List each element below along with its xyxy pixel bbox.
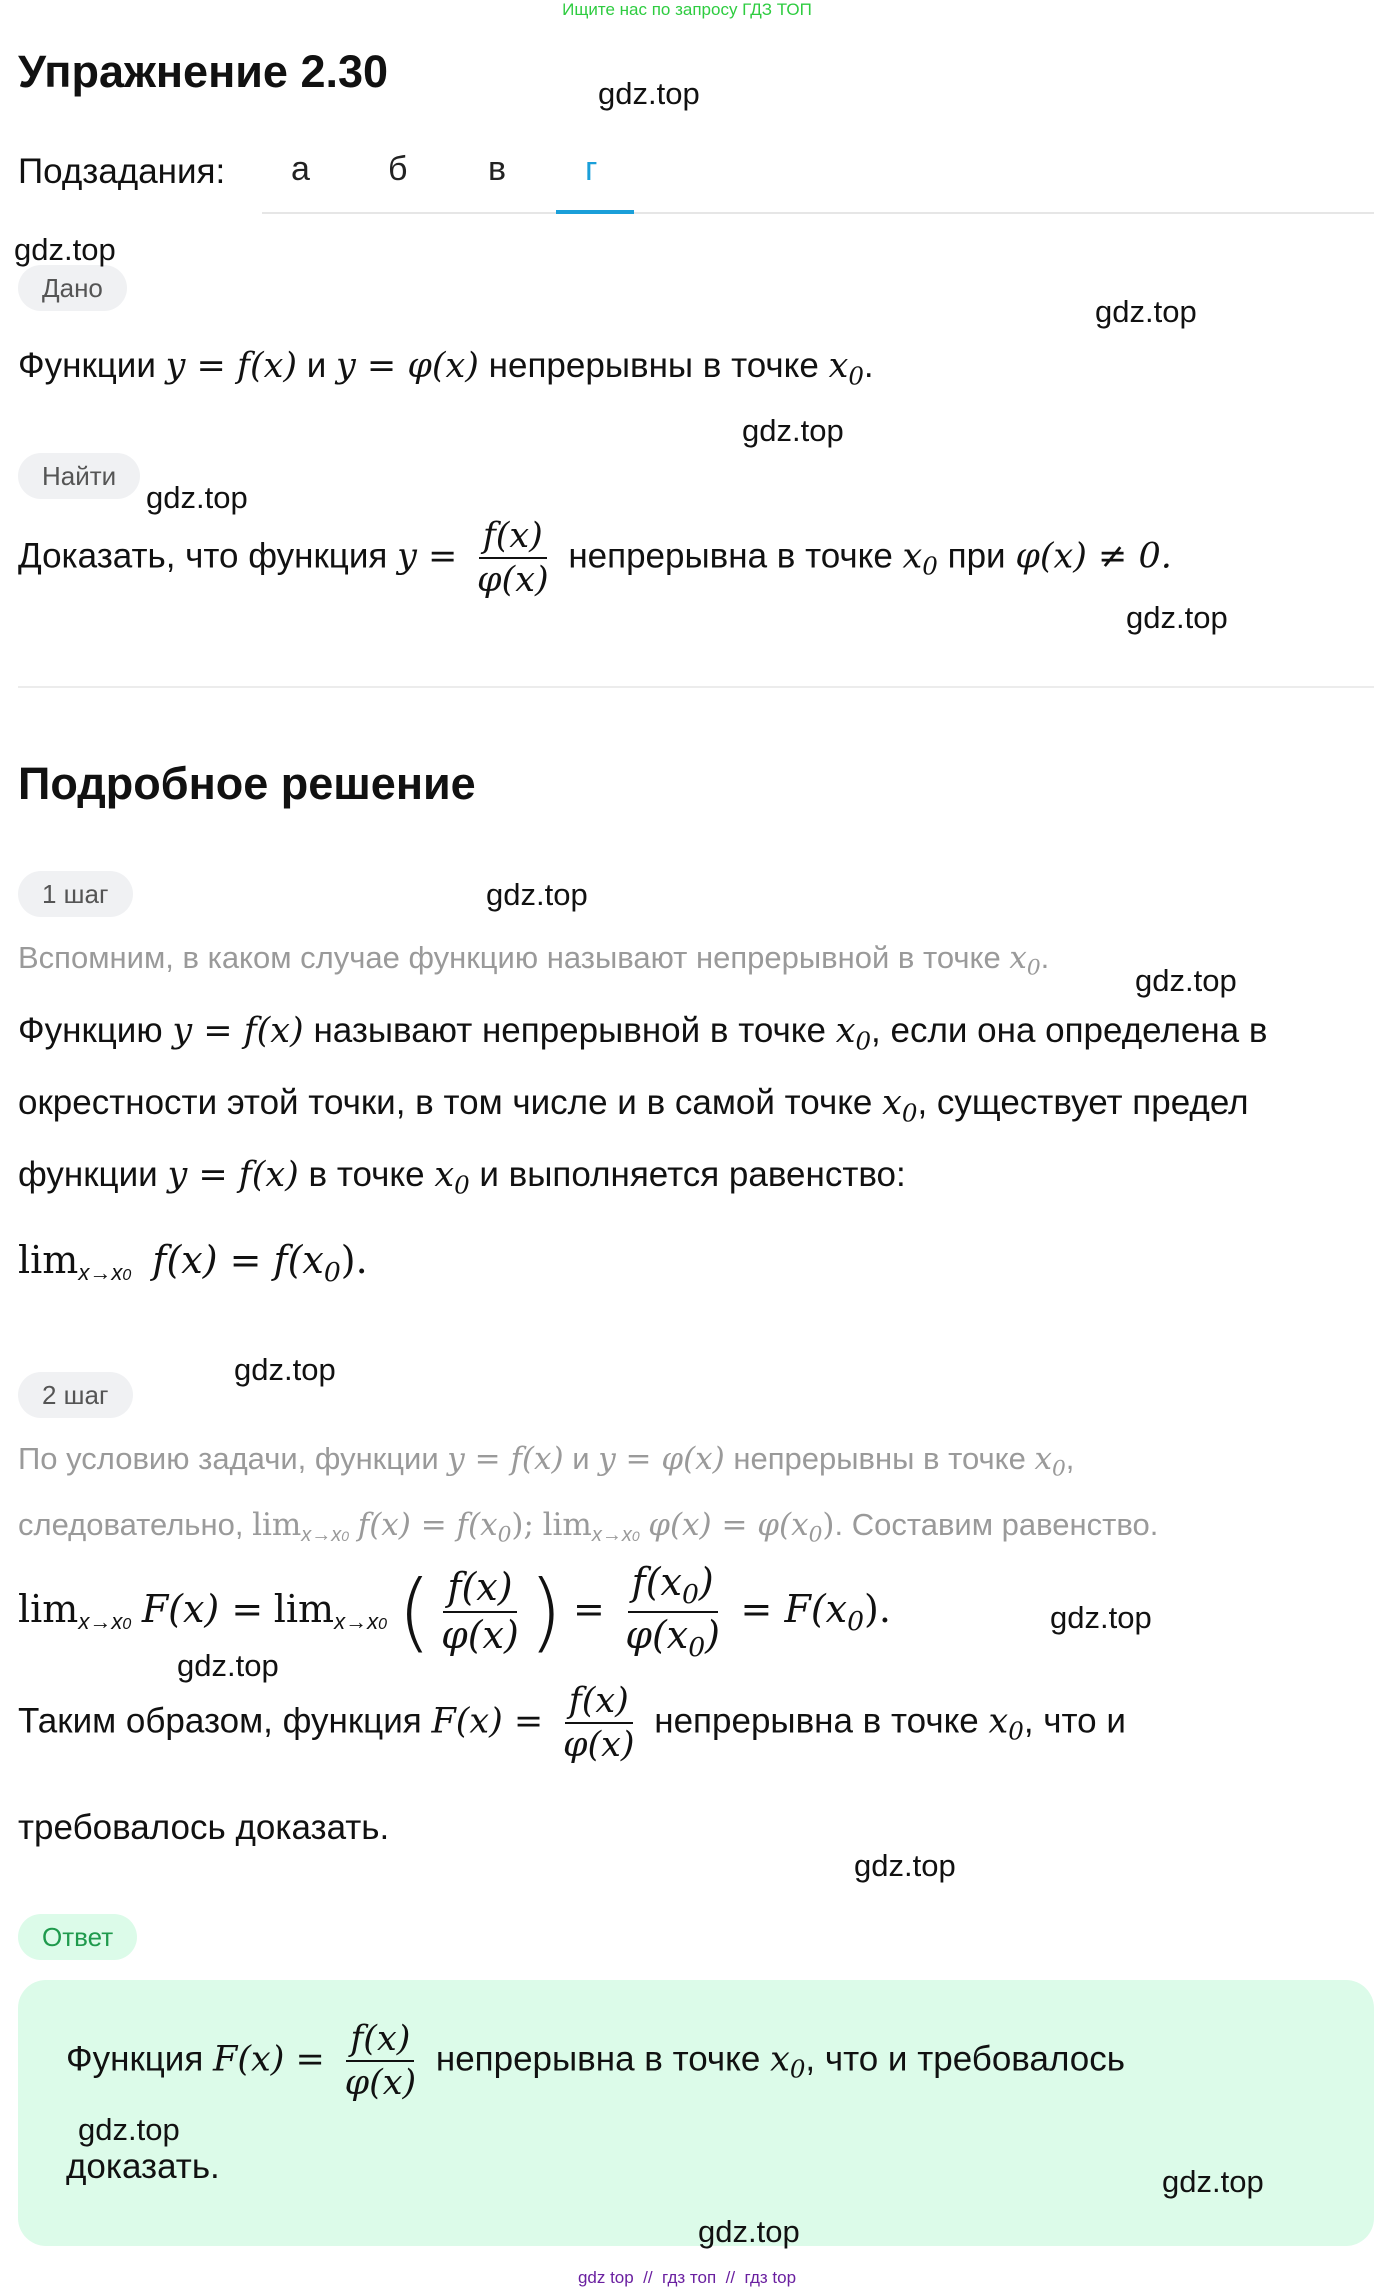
answer-line1: Функция F(x) = $\frac{f(x)}{\varphi(x)}$ непрерывна в точке $x_0$, что и требовалось (66, 2019, 1125, 2103)
step2-equation: $\lim_{x\to x0} F(x) = \lim_{x\to x0}$ ( $\frac{f(x)}{\varphi(x)}$ ) = $\frac{f(x_0)}{\varphi(x_0)}$ = $F(x_0)$. (18, 1560, 891, 1663)
step1-tag: 1 шаг (18, 871, 133, 917)
watermark: gdz.top (598, 76, 700, 111)
step1-line1: Функцию y = f(x) называют непрерывной в точке $x_0$, если она определена в (18, 1011, 1268, 1056)
tab-v[interactable]: в (488, 150, 507, 188)
watermark: gdz.top (1135, 963, 1237, 998)
watermark: gdz.top (177, 1648, 279, 1683)
watermark: gdz.top (854, 1848, 956, 1883)
step2-line1: По условию задачи, функции y = f(x) и y = φ(x) непрерывны в точке $x_0$, (18, 1441, 1075, 1482)
find-text: Доказать, что функция y = $\frac{f(x)}{\varphi(x)}$ непрерывна в точке $x_0$ при φ(x) ≠ 0. (18, 516, 1172, 600)
active-tab-indicator (556, 210, 634, 214)
watermark: gdz.top (234, 1352, 336, 1387)
watermark: gdz.top (14, 232, 116, 267)
top-banner[interactable]: Ищите нас по запросу ГДЗ ТОП (562, 0, 812, 19)
tab-g[interactable]: г (585, 150, 598, 188)
step2-conclusion-1: Таким образом, функция F(x) = $\frac{f(x)}{\varphi(x)}$ непрерывна в точке $x_0$, что и (18, 1681, 1126, 1765)
tab-a[interactable]: а (291, 150, 310, 188)
watermark: gdz.top (1126, 600, 1228, 635)
step1-limit: $\lim_{x\to x0} f(x) = f(x_0)$. (18, 1238, 368, 1288)
answer-tag: Ответ (18, 1914, 137, 1960)
footer-links[interactable]: gdz top // гдз топ // гдз top (577, 2268, 797, 2287)
watermark: gdz.top (1095, 294, 1197, 329)
step2-line2: следовательно, $\lim_{x\to x0} f(x) = f(x_0)$; $\lim_{x\to x0} \varphi(x) = \varphi(x_0)$. Составим равенство. (18, 1507, 1159, 1548)
answer-line2: доказать. (66, 2147, 220, 2186)
watermark: gdz.top (78, 2112, 180, 2147)
step1-line2: окрестности этой точки, в том числе и в самой точке $x_0$, существует предел (18, 1083, 1249, 1128)
subtasks-label: Подзадания: (18, 152, 226, 191)
page-title: Упражнение 2.30 (18, 46, 389, 97)
watermark: gdz.top (742, 413, 844, 448)
watermark: gdz.top (1050, 1600, 1152, 1635)
find-tag: Найти (18, 453, 140, 499)
step2-conclusion-2: требовалось доказать. (18, 1808, 390, 1847)
given-tag: Дано (18, 265, 127, 311)
tabs-divider (262, 212, 1374, 214)
watermark: gdz.top (486, 877, 588, 912)
given-text: Функции y = f(x) и y = φ(x) непрерывны в точке $x_0$. (18, 346, 874, 391)
tab-b[interactable]: б (388, 150, 408, 188)
watermark: gdz.top (698, 2214, 800, 2249)
find-fraction: $\frac{f(x)}{\varphi(x)}$ (477, 516, 549, 600)
solution-heading: Подробное решение (18, 758, 476, 809)
section-divider (18, 686, 1374, 688)
step1-line3: функции y = f(x) в точке $x_0$ и выполняется равенство: (18, 1155, 906, 1200)
step2-tag: 2 шаг (18, 1372, 133, 1418)
watermark: gdz.top (1162, 2164, 1264, 2199)
watermark: gdz.top (146, 480, 248, 515)
step1-hint: Вспомним, в каком случае функцию называют непрерывной в точке $x_0$. (18, 940, 1050, 981)
